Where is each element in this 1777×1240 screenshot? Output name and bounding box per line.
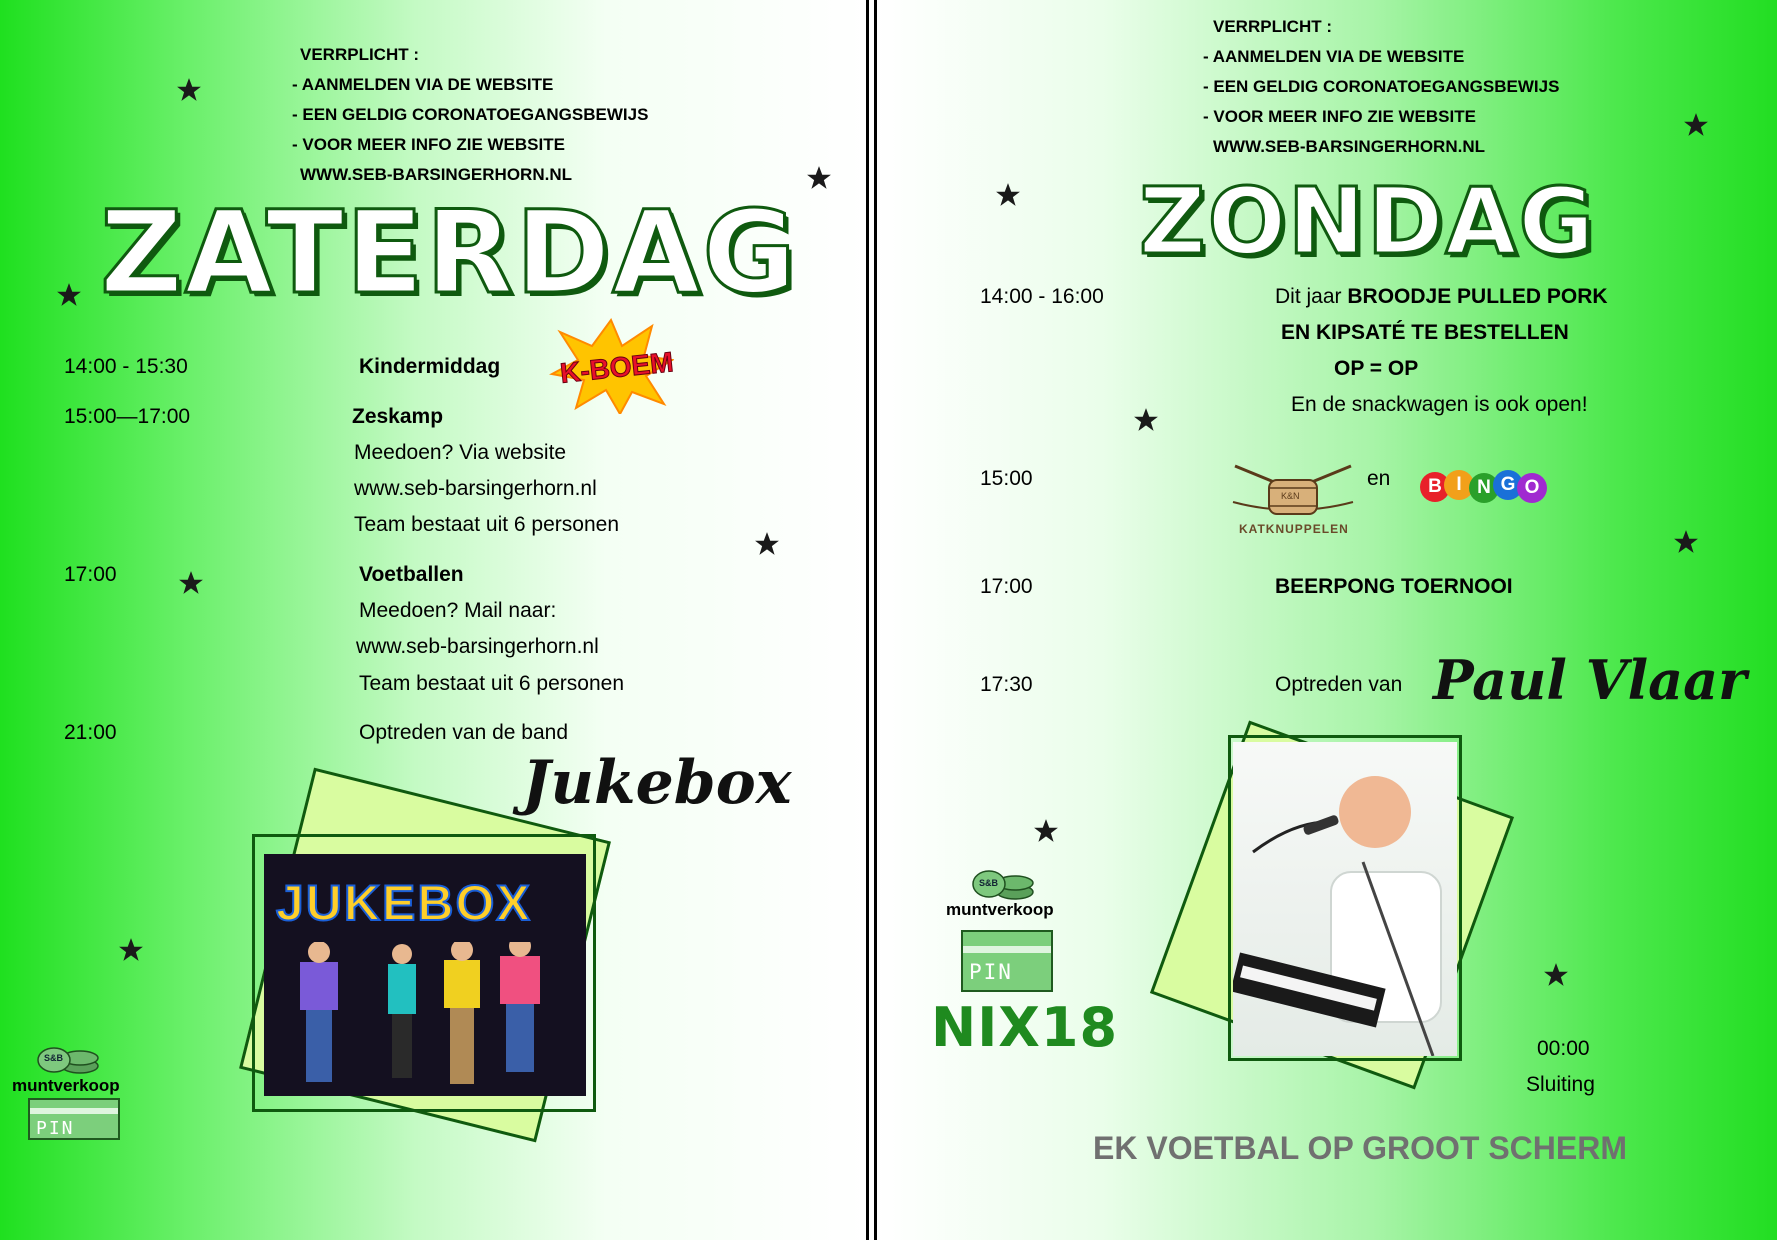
band-members-illustration bbox=[264, 942, 586, 1096]
card-stripe bbox=[963, 946, 1051, 953]
star-icon bbox=[176, 77, 202, 103]
coins-icon bbox=[971, 868, 1037, 900]
time-voetballen: 17:00 bbox=[64, 563, 117, 586]
pin-card-icon bbox=[28, 1098, 120, 1140]
bingo-ball: B bbox=[1420, 472, 1450, 502]
req-line: - EEN GELDIG CORONATOEGANGSBEWIJS bbox=[1203, 77, 1560, 96]
kboem-text: K-BOEM bbox=[558, 346, 675, 389]
time-food: 14:00 - 16:00 bbox=[980, 285, 1104, 308]
food-line-3: OP = OP bbox=[1334, 357, 1419, 380]
req-line: - VOOR MEER INFO ZIE WEBSITE bbox=[292, 135, 565, 154]
pianist-illustration bbox=[1233, 742, 1457, 1056]
star-icon bbox=[118, 937, 144, 963]
coin-text: S&B bbox=[979, 878, 999, 888]
req-heading: VERRPLICHT : bbox=[1213, 17, 1332, 36]
band-name-script: Jukebox bbox=[522, 748, 792, 818]
band-photo bbox=[264, 854, 586, 1096]
closing-label: Sluiting bbox=[1526, 1073, 1595, 1096]
star-icon bbox=[806, 165, 832, 191]
time-kindermiddag: 14:00 - 15:30 bbox=[64, 355, 188, 378]
token-sale-label: muntverkoop bbox=[12, 1076, 120, 1095]
star-icon bbox=[1133, 407, 1159, 433]
food-pulled-pork: BROODJE PULLED PORK bbox=[1347, 285, 1608, 308]
barrel-text: K&N bbox=[1281, 491, 1300, 501]
ek-banner: EK VOETBAL OP GROOT SCHERM bbox=[1093, 1130, 1627, 1166]
bingo-logo bbox=[1420, 470, 1550, 504]
time-games: 15:00 bbox=[980, 467, 1033, 490]
food-line-1 bbox=[1275, 285, 1608, 309]
pin-card-icon bbox=[961, 930, 1053, 992]
req-line: - AANMELDEN VIA DE WEBSITE bbox=[292, 75, 554, 94]
zeskamp-info: Meedoen? Via website bbox=[354, 441, 567, 464]
bingo-ball: G bbox=[1493, 470, 1523, 500]
event-beerpong: BEERPONG TOERNOOI bbox=[1275, 575, 1513, 598]
zeskamp-website: www.seb-barsingerhorn.nl bbox=[354, 477, 597, 500]
card-stripe bbox=[30, 1108, 118, 1114]
day-title: ZATERDAG bbox=[100, 186, 798, 319]
and-word: en bbox=[1367, 467, 1391, 490]
bingo-ball: O bbox=[1517, 473, 1547, 503]
band-photo-title: JUKEBOX bbox=[276, 875, 532, 931]
voetballen-info: Meedoen? Mail naar: bbox=[359, 599, 557, 622]
req-line: - AANMELDEN VIA DE WEBSITE bbox=[1203, 47, 1465, 66]
sunday-flyer bbox=[877, 0, 1777, 1240]
req-website: WWW.SEB-BARSINGERHORN.NL bbox=[1213, 137, 1485, 156]
nix18-logo: NIX18 bbox=[931, 996, 1119, 1059]
saturday-flyer bbox=[0, 0, 866, 1240]
artist-photo bbox=[1233, 742, 1457, 1056]
bingo-ball: I bbox=[1444, 470, 1474, 500]
zeskamp-team: Team bestaat uit 6 personen bbox=[354, 513, 620, 536]
kboem-logo bbox=[548, 318, 674, 414]
event-zeskamp: Zeskamp bbox=[352, 405, 444, 428]
food-prefix: Dit jaar bbox=[1275, 285, 1348, 308]
star-icon bbox=[178, 570, 204, 596]
star-icon bbox=[995, 182, 1021, 208]
req-line: - VOOR MEER INFO ZIE WEBSITE bbox=[1203, 107, 1476, 126]
event-performance: Optreden van bbox=[1275, 673, 1403, 696]
star-icon bbox=[56, 282, 82, 308]
food-line-2: EN KIPSATÉ TE BESTELLEN bbox=[1281, 321, 1569, 344]
coin-text: S&B bbox=[44, 1053, 64, 1063]
star-icon bbox=[1673, 529, 1699, 555]
time-beerpong: 17:00 bbox=[980, 575, 1033, 598]
time-performance: 17:30 bbox=[980, 673, 1033, 696]
star-icon bbox=[1683, 112, 1709, 138]
time-zeskamp: 15:00—17:00 bbox=[64, 405, 191, 428]
food-line-4: En de snackwagen is ook open! bbox=[1291, 393, 1588, 416]
event-band: Optreden van de band bbox=[359, 721, 568, 744]
voetballen-website: www.seb-barsingerhorn.nl bbox=[356, 635, 599, 658]
token-sale-label: muntverkoop bbox=[946, 900, 1054, 919]
coins-icon bbox=[36, 1044, 102, 1074]
star-icon bbox=[754, 531, 780, 557]
event-voetballen: Voetballen bbox=[359, 563, 464, 586]
artist-name-script: Paul Vlaar bbox=[1433, 648, 1747, 712]
bingo-ball: N bbox=[1469, 473, 1499, 503]
voetballen-team: Team bestaat uit 6 personen bbox=[359, 672, 625, 695]
star-icon bbox=[1033, 818, 1059, 844]
pin-label: PIN bbox=[969, 960, 1013, 984]
day-title: ZONDAG bbox=[1139, 168, 1596, 275]
page-divider bbox=[866, 0, 877, 1240]
pin-label: PIN bbox=[36, 1118, 75, 1139]
req-website: WWW.SEB-BARSINGERHORN.NL bbox=[300, 165, 572, 184]
katknuppelen-logo bbox=[1229, 462, 1357, 546]
star-icon bbox=[1543, 962, 1569, 988]
req-line: - EEN GELDIG CORONATOEGANGSBEWIJS bbox=[292, 105, 649, 124]
time-band: 21:00 bbox=[64, 721, 117, 744]
req-heading: VERRPLICHT : bbox=[300, 45, 419, 64]
closing-time: 00:00 bbox=[1537, 1037, 1590, 1060]
event-kindermiddag: Kindermiddag bbox=[359, 355, 501, 378]
katknuppelen-label: KATKNUPPELEN bbox=[1239, 522, 1349, 536]
